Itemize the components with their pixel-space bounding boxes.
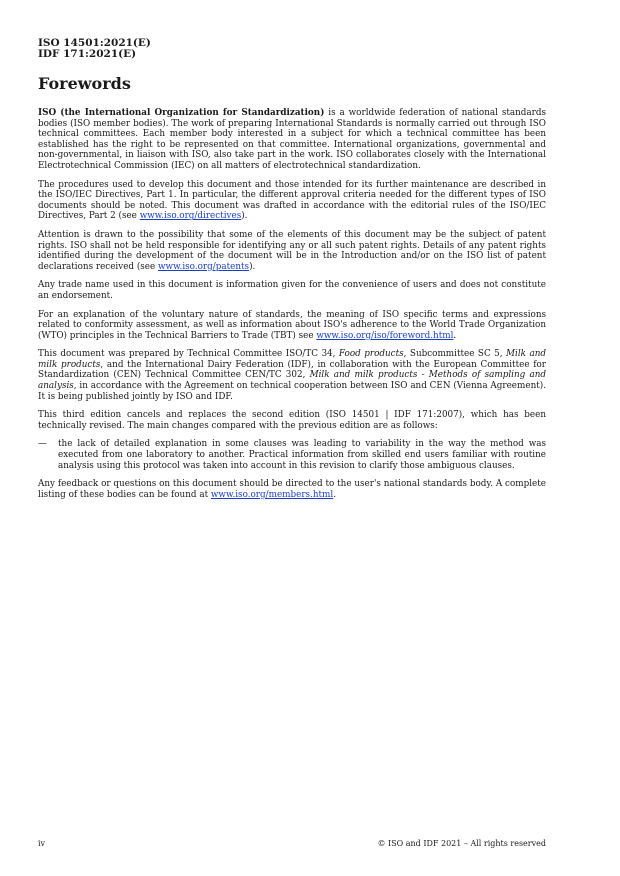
patents-text: Attention is drawn to the possibility that some of the elements of this document may be the subject of patent rights. ISO shall not be held responsible for identifying any or all such patent rights. Details of any patent rights identified during the development of the document will be in the Introduction and/or on the ISO list of patent declarations received (see (38, 229, 546, 272)
list-item (38, 439, 546, 471)
patents-link[interactable]: www.iso.org/patents (158, 261, 250, 272)
procedures-end: ). (241, 211, 248, 222)
list-item-text: the lack of detailed explanation in some clauses was leading to variability in the way the method was executed from one laboratory to another. Practical information from skilled end users familiar with routine analysis using this protocol was taken into account in this revision to clarify those ambiguous clauses. (58, 439, 546, 471)
page-title: Forewords (38, 74, 131, 93)
procedures-text: The procedures used to develop this document and those intended for its further maintenance are described in the ISO/IEC Directives, Part 1. In particular, the different approval criteria needed for the different types of ISO documents should be noted. This document was drafted in accordance with the editorial rules of the ISO/IEC Directives, Part 2 (see (38, 179, 546, 222)
prepared-text-b: , Subcommittee SC 5, (403, 349, 507, 360)
paragraph-prepared-by (38, 349, 546, 402)
paragraph-edition: This third edition cancels and replaces the second edition (ISO 14501 | IDF 171:2007), which has been technically revised. The main changes compared with the previous edition are as follows: (38, 410, 546, 431)
paragraph-iso-intro (38, 108, 546, 172)
voluntary-end: . (453, 330, 457, 341)
feedback-text: Any feedback or questions on this document should be directed to the user's national standards body. A complete listing of these bodies can be found at (38, 479, 546, 500)
page-number: iv (38, 839, 46, 848)
doc-id-iso: ISO 14501:2021(E) (38, 37, 151, 49)
document-page (38, 38, 546, 856)
foreword-link[interactable]: www.iso.org/iso/foreword.html (316, 330, 454, 341)
prepared-italic-methods: Milk and milk products - Methods of sampling and analysis (38, 370, 546, 392)
paragraph-trade-name: Any trade name used in this document is information given for the convenience of users and does not constitute an endorsement. (38, 280, 546, 301)
iso-bold-lead: ISO (the International Organization for Standardization) (38, 108, 325, 118)
prepared-italic-milk: Milk and milk products (38, 349, 546, 370)
page-footer (38, 839, 546, 848)
paragraph-voluntary (38, 310, 546, 342)
paragraph-procedures (38, 180, 546, 222)
prepared-text-a: This document was prepared by Technical Committee ISO/TC 34, (38, 349, 339, 360)
prepared-italic-food: Food products (338, 349, 404, 360)
copyright-notice: © ISO and IDF 2021 – All rights reserved (377, 839, 546, 848)
dash-bullet: — (38, 439, 47, 450)
doc-id-idf: IDF 171:2021(E) (38, 48, 137, 60)
paragraph-patents (38, 230, 546, 272)
voluntary-text: For an explanation of the voluntary nature of standards, the meaning of ISO specific terms and expressions related to conformity assessment, as well as information about ISO's adherence to the World Trade Organization (WTO) principles in the Technical Barriers to Trade (TBT) see (38, 309, 546, 341)
iso-intro-text: is a worldwide federation of national standards bodies (ISO member bodies). The work of preparing International Standards is normally carried out through ISO technical committees. Each member body interested in a subject for which a technical committee has been established has the right to be represented on that committee. International organizations, governmental and non-governmental, in liaison with ISO, also take part in the work. ISO collaborates closely with the International Electrotechnical Commission (IEC) on all matters of electrotechnical standardization. (38, 108, 547, 171)
feedback-end: . (333, 489, 337, 500)
paragraph-feedback (38, 479, 546, 500)
prepared-text-c: , and the International Dairy Federation (IDF), in collaboration with the European Committee for Standardization (CEN) Technical Committee CEN/TC 302, (38, 359, 546, 381)
directives-link[interactable]: www.iso.org/directives (139, 211, 242, 222)
prepared-text-d: , in accordance with the Agreement on technical cooperation between ISO and CEN (Vienna Agreement). It is being published jointly by ISO and IDF. (38, 381, 546, 402)
members-link[interactable]: www.iso.org/members.html (210, 489, 334, 500)
patents-end: ). (249, 261, 256, 272)
